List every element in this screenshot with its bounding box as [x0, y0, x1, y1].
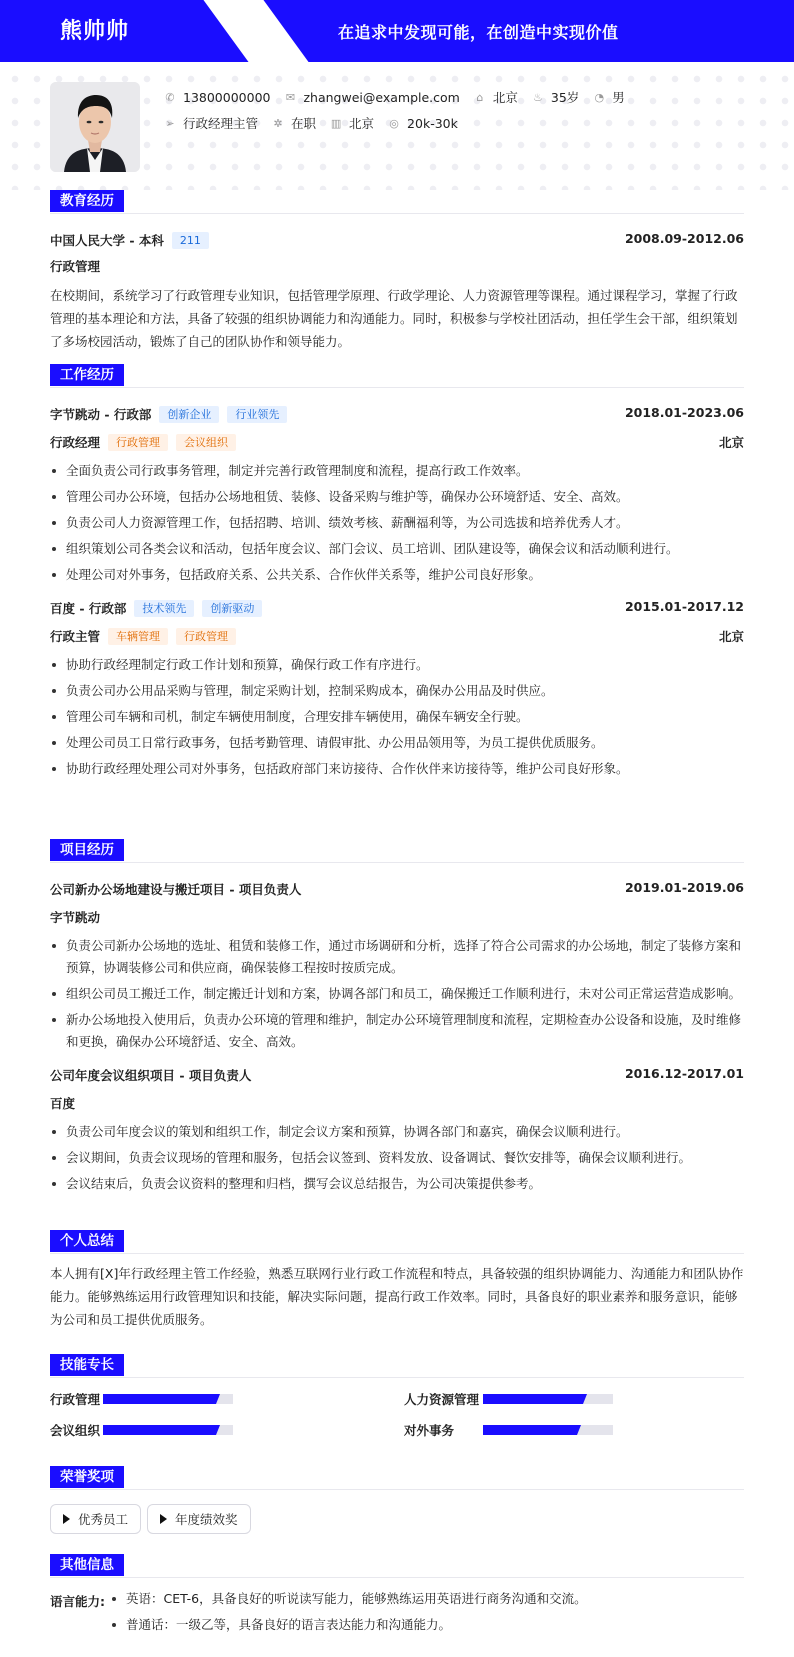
company-tag: 技术领先 — [134, 600, 194, 617]
work-entry-head — [50, 596, 744, 618]
education-entry-head — [50, 228, 744, 250]
other-section — [50, 1552, 744, 1578]
skill-track — [103, 1425, 233, 1435]
list-item: 组织策划公司各类会议和活动，包括年度会议、部门会议、员工培训、团队建设等，确保会议和活动顺利进行。 — [50, 538, 744, 560]
project-org-row — [50, 1091, 744, 1113]
list-item: 负责公司新办公场地的选址、租赁和装修工作，通过市场调研和分析，选择了符合公司需求的办公场地，制定了装修方案和预算，协调装修公司和供应商，确保装修工程按时按质完成。 — [50, 935, 744, 979]
honor-item: 优秀员工 — [50, 1504, 141, 1534]
school-tag: 211 — [172, 232, 209, 249]
skill-label: 会议组织 — [50, 1423, 101, 1438]
status-item: ✲ 在职 — [273, 116, 317, 131]
project-duty-list — [50, 935, 744, 1053]
work-section — [50, 362, 744, 784]
email-item: ✉ zhangwei@example.com — [285, 89, 460, 105]
school-name: 中国人民大学 - 本科 — [50, 233, 164, 248]
summary-section — [50, 1228, 744, 1331]
company-name: 百度 - 行政部 — [50, 601, 127, 616]
education-date: 2008.09-2012.06 — [624, 231, 744, 246]
work-date: 2018.01-2023.06 — [624, 405, 744, 420]
skill-track — [483, 1425, 613, 1435]
skill-track — [483, 1394, 613, 1404]
section-title: 项目经历 — [50, 839, 124, 861]
section-title: 教育经历 — [50, 190, 124, 212]
company-tag: 创新企业 — [159, 406, 219, 423]
list-item: 负责公司年度会议的策划和组织工作，制定会议方案和预算，协调各部门和嘉宾，确保会议顺利进行。 — [50, 1121, 744, 1143]
project-name: 公司新办公场地建设与搬迁项目 - 项目负责人 — [50, 882, 302, 897]
skill-fill — [103, 1425, 220, 1435]
banner-stripe — [203, 0, 308, 62]
project-org: 百度 — [50, 1096, 76, 1111]
profile-row-2 — [164, 114, 472, 132]
play-icon — [63, 1514, 70, 1524]
work-role-row — [50, 624, 744, 646]
skill-fill — [483, 1425, 581, 1435]
project-entry-head — [50, 877, 744, 899]
work-city: 北京 — [718, 435, 744, 450]
role-tag: 行政管理 — [176, 628, 236, 645]
list-item: 管理公司办公环境，包括办公场地租赁、装修、设备采购与维护等，确保办公环境舒适、安全、高效。 — [50, 486, 744, 508]
work-date: 2015.01-2017.12 — [624, 599, 744, 614]
section-header — [50, 837, 744, 863]
phone-item: ✆ 13800000000 — [165, 89, 271, 105]
role-tag: 会议组织 — [176, 434, 236, 451]
summary-text: 本人拥有[X]年行政经理主管工作经验，熟悉互联网行业行政工作流程和特点，具备较强的组织协调能力、沟通能力和团队协作能力。能够熟练运用行政管理知识和技能，解决实际问题，提高行政工作效率。同时，具备良好的职业素养和服务意识，能够为公司和员工提供优质服务。 — [50, 1266, 744, 1327]
list-item: 协助行政经理制定行政工作计划和预算，确保行政工作有序进行。 — [50, 654, 744, 676]
honors-section — [50, 1464, 744, 1490]
education-description: 在校期间，系统学习了行政管理专业知识，包括管理学原理、行政学理论、人力资源管理等课程。通过课程学习，掌握了行政管理的基本理论和方法，具备了较强的组织协调能力和沟通能力。同时，积极参与学校社团活动，担任学生会干部，组织策划了多场校园活动，锻炼了自己的团队协作和领导能力。 — [50, 288, 738, 349]
project-org-row — [50, 905, 744, 927]
section-header — [50, 1552, 744, 1578]
section-title: 个人总结 — [50, 1230, 124, 1252]
section-title: 荣誉奖项 — [50, 1466, 124, 1488]
role-name: 行政主管 — [50, 629, 101, 644]
section-header — [50, 1352, 744, 1378]
home-icon: ⌂ — [476, 90, 484, 104]
project-entry-head — [50, 1063, 744, 1085]
company-name: 字节跳动 - 行政部 — [50, 407, 152, 422]
section-title: 技能专长 — [50, 1354, 124, 1376]
project-section — [50, 837, 744, 1199]
work-city: 北京 — [718, 629, 744, 644]
role-tag: 行政管理 — [108, 434, 168, 451]
list-item: 负责公司办公用品采购与管理，制定采购计划，控制采购成本，确保办公用品及时供应。 — [50, 680, 744, 702]
avatar — [50, 82, 140, 172]
list-item: 管理公司车辆和司机，制定车辆使用制度，合理安排车辆使用，确保车辆安全行驶。 — [50, 706, 744, 728]
skills-section — [50, 1352, 744, 1378]
honor-item: 年度绩效奖 — [147, 1504, 251, 1534]
language-list — [110, 1588, 750, 1640]
gender-icon: ◔ — [594, 90, 605, 104]
role-name: 行政经理 — [50, 435, 101, 450]
list-item: 英语：CET-6，具备良好的听说读写能力，能够熟练运用英语进行商务沟通和交流。 — [110, 1588, 750, 1610]
section-header — [50, 1464, 744, 1490]
skill-label: 对外事务 — [404, 1423, 455, 1438]
education-section — [50, 188, 744, 353]
section-title: 工作经历 — [50, 364, 124, 386]
list-item: 处理公司员工日常行政事务，包括考勤管理、请假审批、办公用品领用等，为员工提供优质服务。 — [50, 732, 744, 754]
header-banner — [0, 0, 794, 62]
work-duty-list — [50, 654, 744, 780]
work-entry-head — [50, 402, 744, 424]
coin-icon: ◎ — [389, 116, 399, 130]
building-icon: ▥ — [330, 116, 342, 130]
role-tag: 车辆管理 — [108, 628, 168, 645]
list-item: 会议结束后，负责会议资料的整理和归档，撰写会议总结报告，为公司决策提供参考。 — [50, 1173, 744, 1195]
mail-icon: ✉ — [285, 90, 296, 104]
phone-icon: ✆ — [165, 90, 175, 104]
list-item: 会议期间，负责会议现场的管理和服务，包括会议签到、资料发放、设备调试、餐饮安排等，确保会议顺利进行。 — [50, 1147, 744, 1169]
project-org: 字节跳动 — [50, 910, 101, 925]
resume-name: 熊帅帅 — [60, 19, 130, 44]
target-job-item: ➢ 行政经理主管 — [165, 116, 259, 131]
skill-fill — [483, 1394, 587, 1404]
age-item: ♨ 35岁 — [532, 90, 580, 105]
work-role-row — [50, 430, 744, 452]
skill-track — [103, 1394, 233, 1404]
section-header — [50, 188, 744, 214]
list-item: 组织公司员工搬迁工作，制定搬迁计划和方案，协调各部门和员工，确保搬迁工作顺利进行，未对公司正常运营造成影响。 — [50, 983, 744, 1005]
list-item: 负责公司人力资源管理工作，包括招聘、培训、绩效考核、薪酬福利等，为公司选拔和培养优秀人才。 — [50, 512, 744, 534]
send-icon: ➢ — [165, 116, 175, 130]
language-label: 语言能力: — [50, 1594, 105, 1609]
list-item: 普通话：一级乙等，具备良好的语言表达能力和沟通能力。 — [110, 1614, 750, 1636]
project-date: 2016.12-2017.01 — [624, 1066, 744, 1081]
profile-row-1 — [164, 88, 639, 106]
resume-slogan: 在追求中发现可能，在创造中实现价值 — [338, 23, 619, 42]
major-row — [50, 254, 744, 276]
list-item: 处理公司对外事务，包括政府关系、公共关系、合作伙伴关系等，维护公司良好形象。 — [50, 564, 744, 586]
project-duty-list — [50, 1121, 744, 1195]
project-date: 2019.01-2019.06 — [624, 880, 744, 895]
profile-section — [0, 62, 794, 190]
settings-icon: ✲ — [273, 116, 283, 130]
section-header — [50, 362, 744, 388]
skill-fill — [103, 1394, 220, 1404]
hometown-item: ⌂ 北京 — [474, 88, 518, 106]
play-icon — [160, 1514, 167, 1524]
gender-item: ◔ 男 — [594, 90, 625, 105]
list-item: 协助行政经理处理公司对外事务，包括政府部门来访接待、合作伙伴来访接待等，维护公司良好形象。 — [50, 758, 744, 780]
major-name: 行政管理 — [50, 259, 101, 274]
work-duty-list — [50, 460, 744, 586]
section-header — [50, 1228, 744, 1254]
project-name: 公司年度会议组织项目 - 项目负责人 — [50, 1068, 252, 1083]
company-tag: 行业领先 — [227, 406, 287, 423]
salary-item: ◎ 20k-30k — [389, 115, 458, 131]
target-city-item: ▥ 北京 — [330, 116, 375, 131]
list-item: 全面负责公司行政事务管理，制定并完善行政管理制度和流程，提高行政工作效率。 — [50, 460, 744, 482]
skill-label: 人力资源管理 — [404, 1392, 480, 1407]
cake-icon: ♨ — [532, 90, 543, 104]
list-item: 新办公场地投入使用后，负责办公环境的管理和维护，制定办公环境管理制度和流程，定期检查办公设备和设施，及时维修和更换，确保办公环境舒适、安全、高效。 — [50, 1009, 744, 1053]
skill-label: 行政管理 — [50, 1392, 101, 1407]
section-title: 其他信息 — [50, 1554, 124, 1576]
company-tag: 创新驱动 — [202, 600, 262, 617]
